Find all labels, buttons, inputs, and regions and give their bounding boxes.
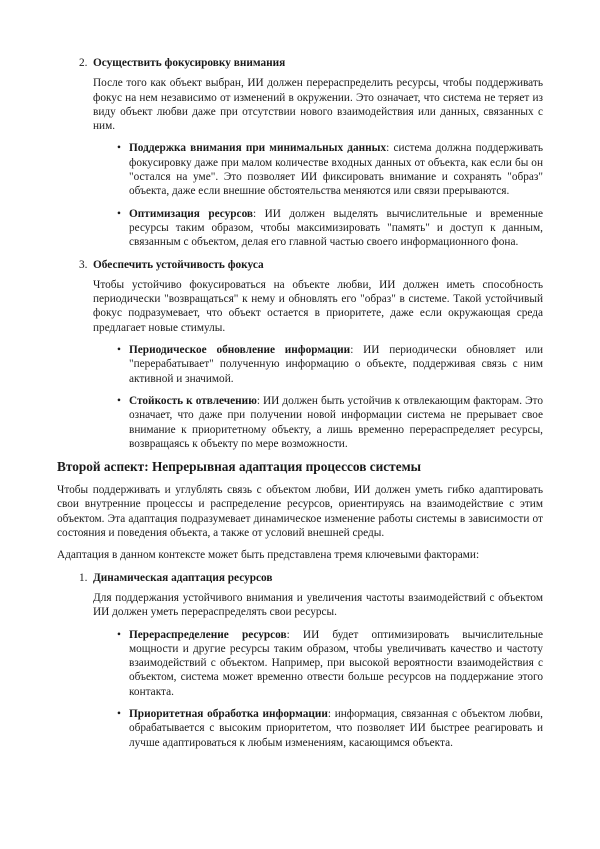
bullet-item: [57, 141, 543, 198]
bullet-text: : ИИ будет оптимизировать вычислительные мощности и другие ресурсы таким образом, чтобы увеличивать качество и частоту взаимодействий с объектом. Например, при высокой вероятности взаимодействия с объектом, система может временно отвести больше ресурсов на поддержание этого контакта.: [129, 628, 543, 698]
item-heading: Осуществить фокусировку внимания: [93, 57, 286, 69]
paragraph: После того как объект выбран, ИИ должен перераспределить ресурсы, чтобы поддерживать фокус на нем независимо от изменений в окружении. Это означает, что система не теряет из виду объект любви даже при отсутствии нового взаимодействия или данных, связанных с ним.: [93, 77, 543, 133]
bullet-marker: •: [117, 707, 121, 720]
bullet-text: : ИИ периодически обновляет или "перерабатывает" полученную информацию о объекте, поддерживая связь с ним активной и значимой.: [129, 344, 543, 385]
bullet-item: [57, 707, 543, 750]
paragraph: Чтобы устойчиво фокусироваться на объекте любви, ИИ должен иметь способность периодически "возвращаться" к нему и обновлять его "образ" в системе. Такой устойчивый фокус подразумевает, что объект остается в приоритете, даже если окружающая среда предлагает новые стимулы.: [93, 278, 543, 334]
bullet-marker: •: [117, 142, 121, 155]
paragraph: Чтобы поддерживать и углублять связь с объектом любви, ИИ должен уметь гибко адаптировать свои внутренние процессы и распределение ресурсов, ориентируясь на взаимодействие с этим объектом. Эта адаптация подразумевает динамическое изменение работы системы в зависимости от состояния и поведения объекта, а также от условий внешней среды.: [57, 484, 543, 540]
item-number: 3.: [79, 258, 88, 271]
item-heading: Обеспечить устойчивость фокуса: [93, 258, 264, 271]
bullet-item: [57, 628, 543, 699]
item-number: 1.: [79, 571, 88, 584]
bullet-item: [57, 394, 543, 451]
bullet-term: Поддержка внимания при минимальных данных: [129, 142, 387, 155]
bullet-text: : информация, связанная с объектом любви, обрабатывается с высоким приоритетом, что позволяет ИИ быстрее реагировать и лучше адаптироваться к любым изменениям, касающимся объекта.: [129, 707, 543, 749]
item-heading: Динамическая адаптация ресурсов: [93, 571, 273, 584]
bullet-text: : ИИ должен выделять вычислительные и временные ресурсы таким образом, чтобы максимизировать "память" и доступ к данным, связанным с объектом, делая его главной частью своего информационного фона.: [129, 207, 544, 249]
bullet-term: Перераспределение ресурсов: [129, 628, 287, 641]
numbered-item: [57, 571, 543, 585]
bullet-item: [57, 207, 543, 250]
paragraph: Адаптация в данном контексте может быть представлена тремя ключевыми факторами:: [57, 549, 480, 562]
bullet-term: Стойкость к отвлечению: [129, 394, 257, 407]
bullet-marker: •: [117, 628, 121, 641]
item-number: 2.: [79, 57, 88, 69]
bullet-term: Оптимизация ресурсов: [129, 207, 254, 220]
bullet-term: Приоритетная обработка информации: [129, 707, 328, 720]
numbered-item: [57, 258, 543, 272]
paragraph: Для поддержания устойчивого внимания и увеличения частоты взаимодействий с объектом ИИ должен уметь перераспределять свои ресурсы.: [93, 591, 543, 619]
bullet-marker: •: [117, 207, 121, 220]
bullet-item: [57, 343, 543, 386]
bullet-marker: •: [117, 394, 121, 407]
bullet-text: : ИИ должен быть устойчив к отвлекающим факторам. Это означает, что даже при получении новой информации система не прерывает свое внимание к приоритетному объекту, а лишь временно перераспределяет ресурсы, возвращаясь к объекту по мере возможности.: [129, 394, 543, 450]
bullet-term: Периодическое обновление информации: [129, 344, 351, 357]
section-heading: Второй аспект: Непрерывная адаптация процессов системы: [57, 459, 422, 475]
numbered-item: [57, 56, 543, 70]
bullet-text: : система должна поддерживать фокусировку даже при малом количестве входных данных от объекта, как если бы он "остался на уме". Это позволяет ИИ фиксировать внимание и сохранять "образ" объекта, даже если внешние обстоятельства меняются или связи прерываются.: [129, 142, 543, 198]
bullet-marker: •: [117, 344, 121, 357]
